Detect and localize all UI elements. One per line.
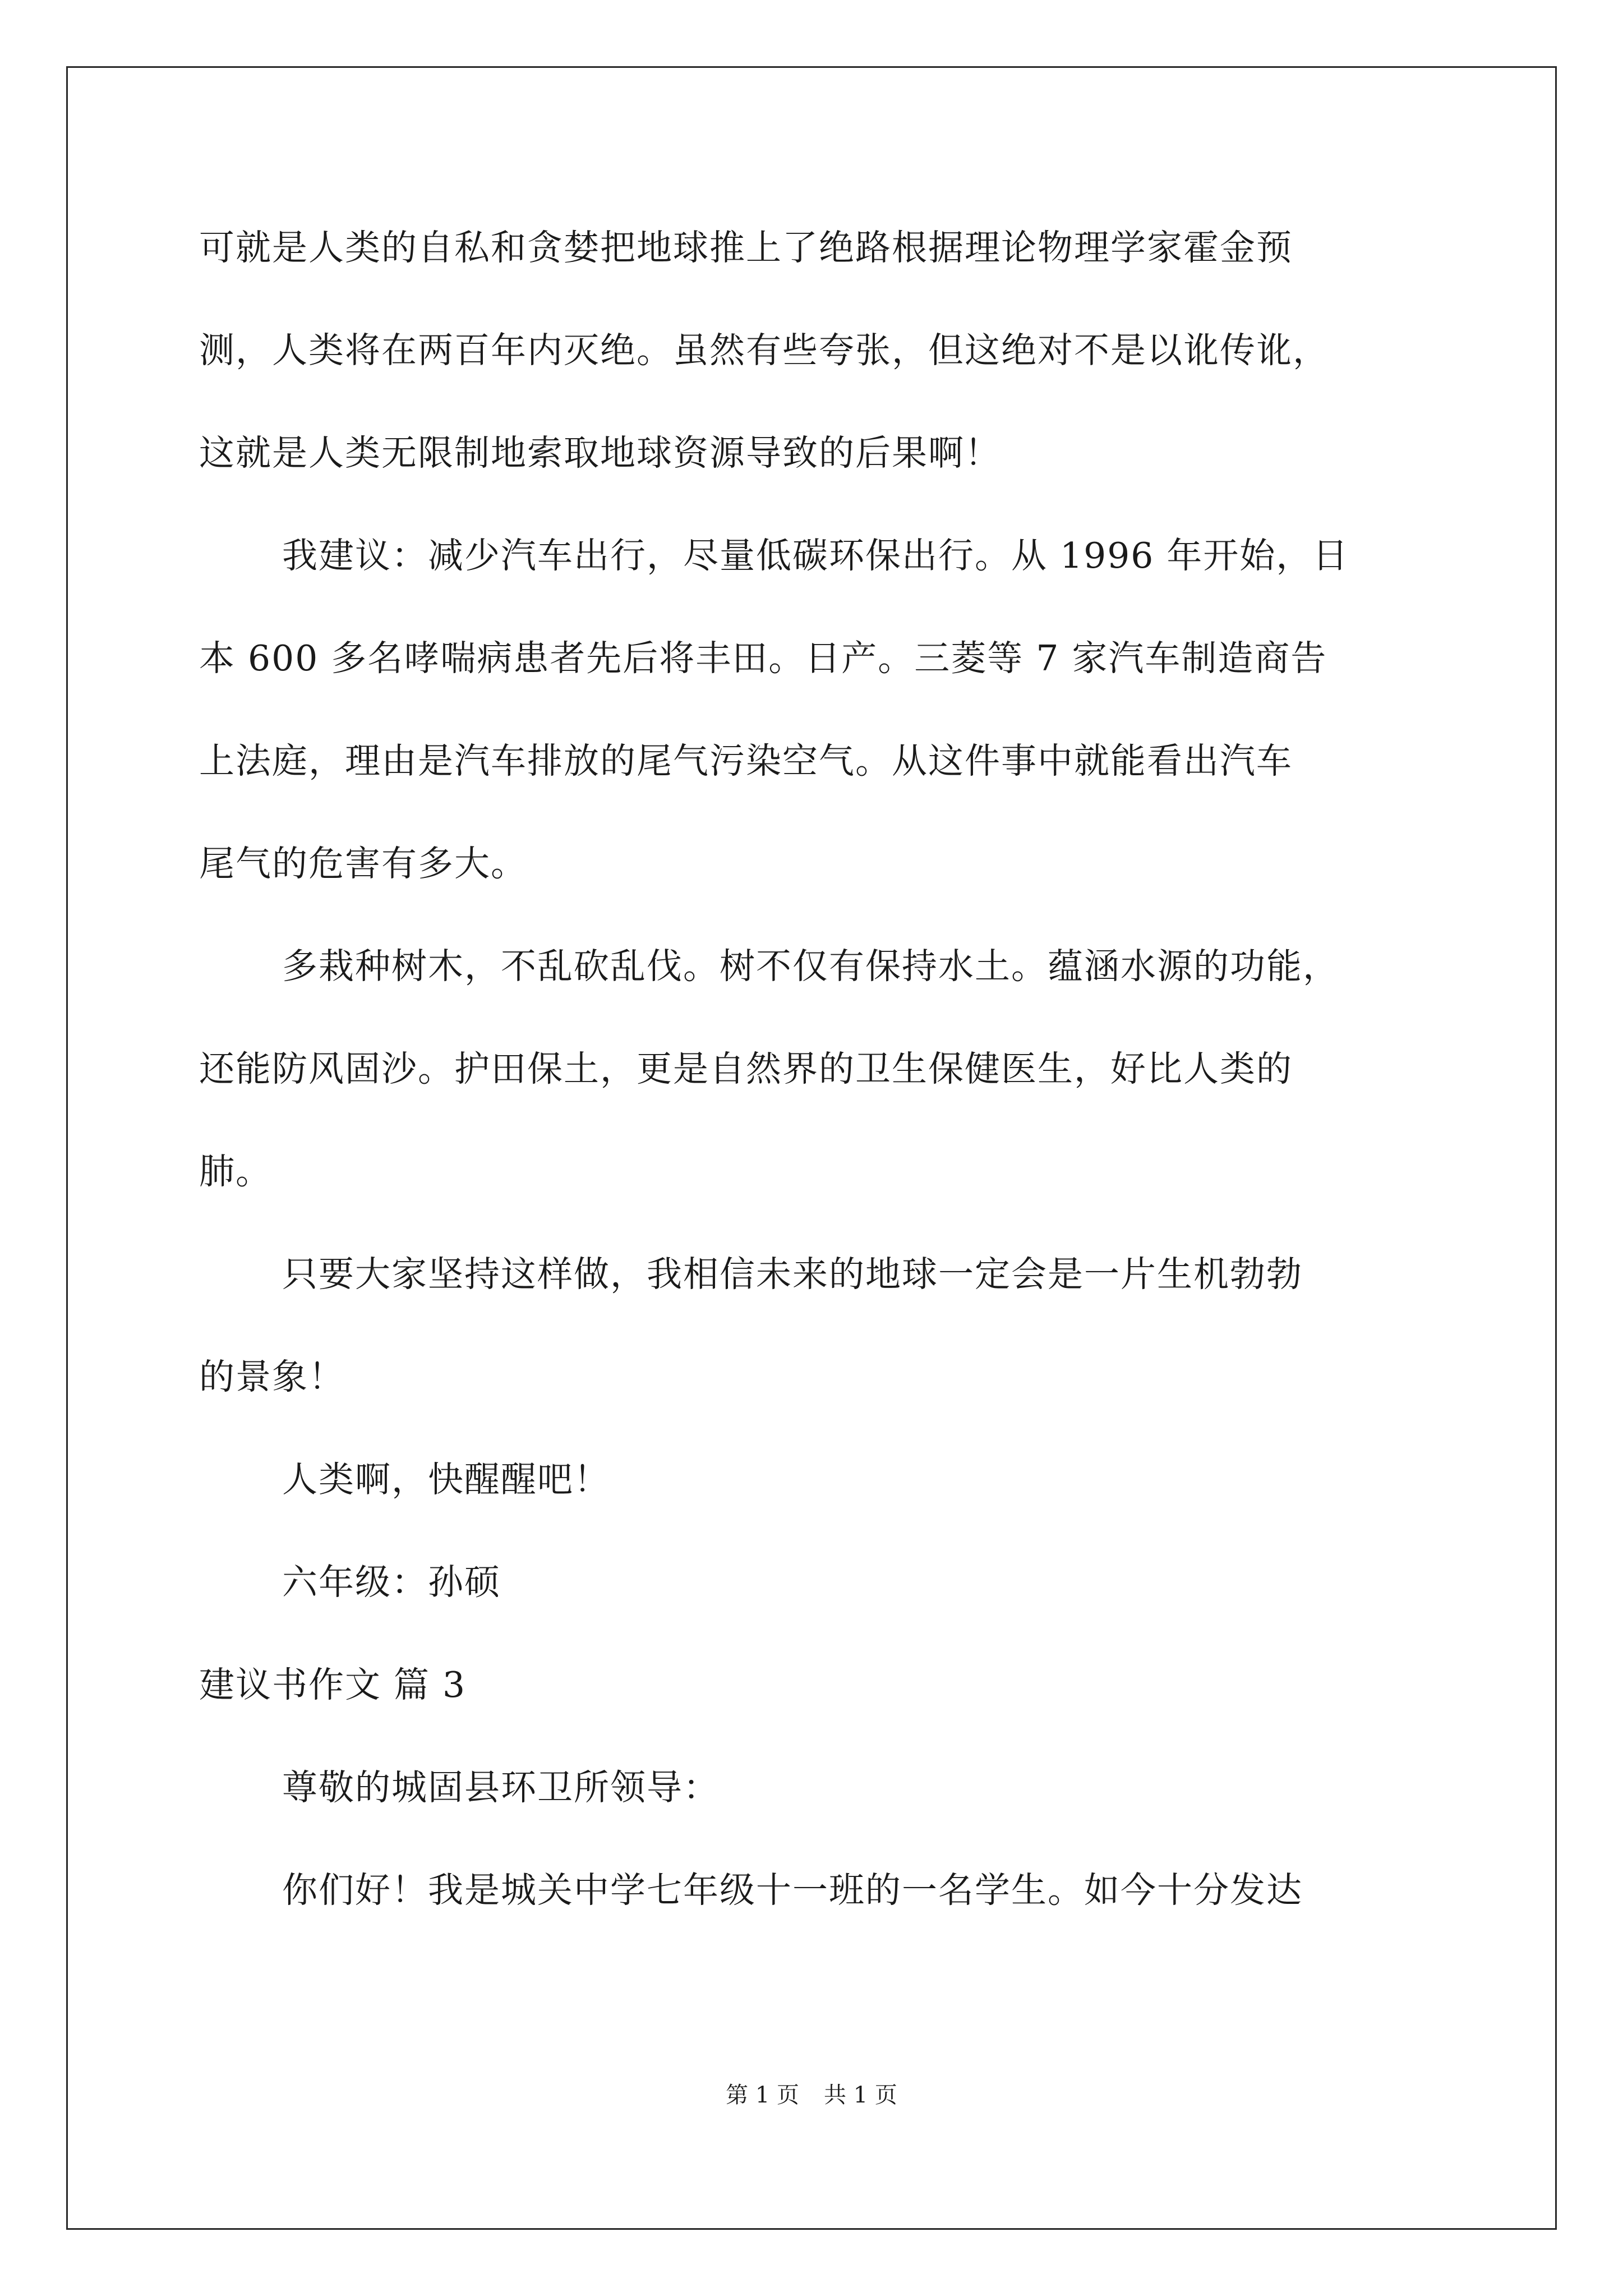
text-line-7: 尾气的危害有多大。 [199, 843, 527, 884]
text-line-8: 多栽种树木，不乱砍乱伐。树不仅有保持水土。蕴涵水源的功能， [282, 946, 1339, 987]
salutation-line: 尊敬的城固县环卫所领导： [282, 1767, 720, 1808]
text-line-17: 你们好！我是城关中学七年级十一班的一名学生。如今十分发达 [282, 1870, 1303, 1911]
page-total: 共 1 页 [824, 2082, 897, 2108]
page-footer [0, 2081, 1623, 2109]
text-line-2: 测，人类将在两百年内灭绝。虽然有些夸张，但这绝对不是以讹传讹， [199, 330, 1329, 371]
text-line-12: 的景象！ [199, 1356, 345, 1397]
text-line-5: 本 600 多名哮喘病患者先后将丰田。日产。三菱等 7 家汽车制造商告 [199, 638, 1327, 679]
text-line-13: 人类啊，快醒醒吧！ [282, 1459, 610, 1500]
signature-line: 六年级：孙硕 [282, 1562, 501, 1603]
text-line-9: 还能防风固沙。护田保土，更是自然界的卫生保健医生，好比人类的 [199, 1048, 1293, 1089]
text-line-10: 肺。 [199, 1151, 272, 1192]
page-number: 第 1 页 [726, 2082, 799, 2108]
text-line-11: 只要大家坚持这样做，我相信未来的地球一定会是一片生机勃勃 [282, 1254, 1303, 1295]
text-line-4: 我建议：减少汽车出行，尽量低碳环保出行。从 1996 年开始，日 [282, 535, 1349, 576]
text-line-6: 上法庭，理由是汽车排放的尾气污染空气。从这件事中就能看出汽车 [199, 740, 1293, 781]
section-heading: 建议书作文 篇 3 [199, 1664, 467, 1705]
text-line-3: 这就是人类无限制地索取地球资源导致的后果啊！ [199, 432, 1001, 473]
text-line-1: 可就是人类的自私和贪婪把地球推上了绝路根据理论物理学家霍金预 [199, 227, 1293, 268]
